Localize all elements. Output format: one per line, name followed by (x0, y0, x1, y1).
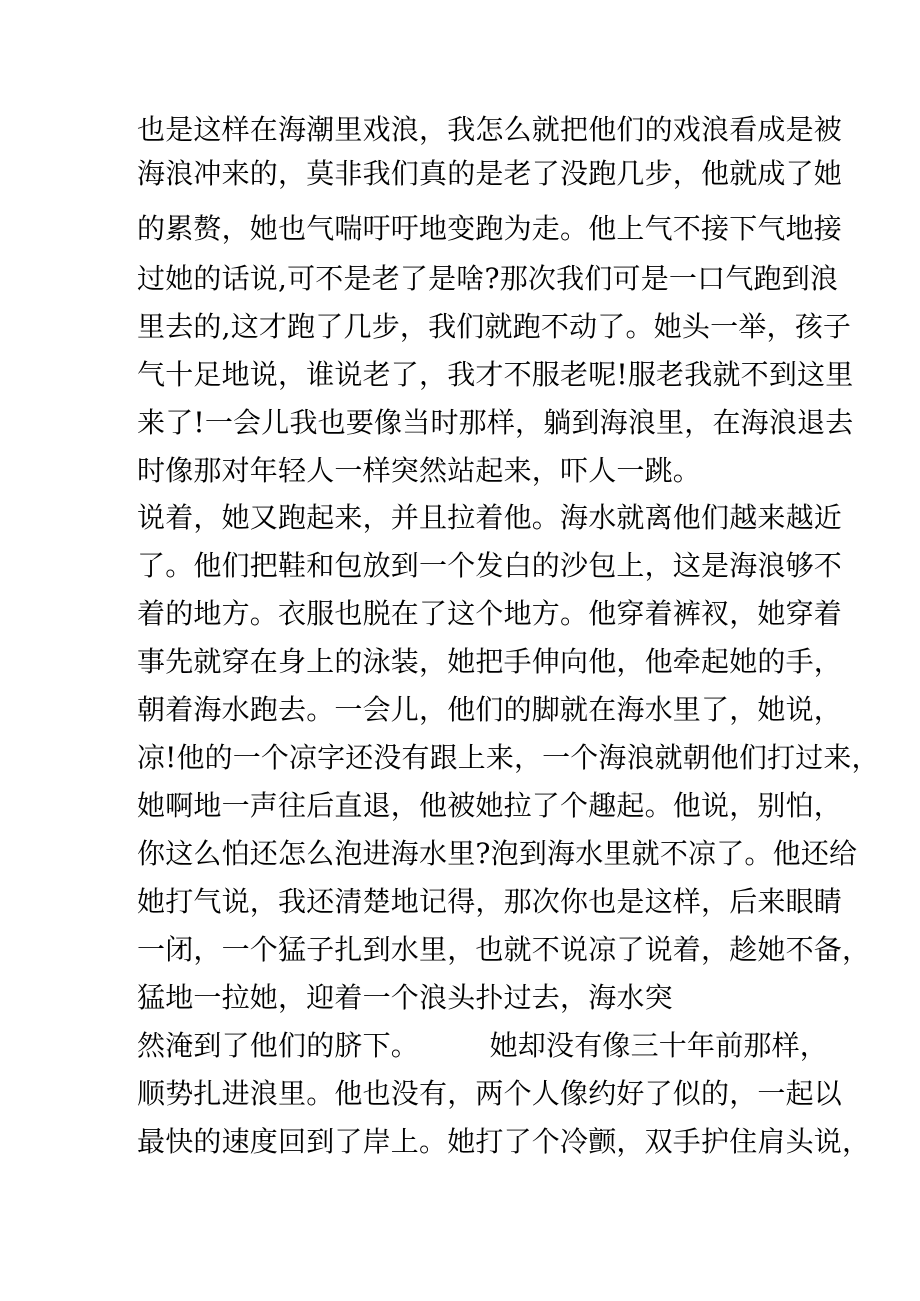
text-line: 然淹到了他们的脐下。 她却没有像三十年前那样， (137, 1029, 829, 1062)
text-line: 朝着海水跑去。一会儿，他们的脚就在海水里了，她说， (137, 693, 843, 726)
text-line: 她打气说，我还清楚地记得，那次你也是这样，后来眼睛 (137, 885, 843, 918)
text-line: 的累赘，她也气喘吁吁地变跑为走。他上气不接下气地接 (137, 212, 843, 245)
text-line: 着的地方。衣服也脱在了这个地方。他穿着裤衩，她穿着 (137, 597, 843, 630)
text-line: 她啊地一声往后直退，他被她拉了个趣起。他说，别怕， (137, 789, 843, 822)
text-line: 你这么怕还怎么泡进海水里?泡到海水里就不凉了。他还给 (137, 837, 858, 870)
text-line: 也是这样在海潮里戏浪，我怎么就把他们的戏浪看成是被 (137, 113, 843, 146)
text-line: 凉!他的一个凉字还没有跟上来，一个海浪就朝他们打过来， (137, 741, 880, 774)
text-line: 最快的速度回到了岸上。她打了个冷颤，双手护住肩头说， (137, 1125, 871, 1158)
text-line: 过她的话说,可不是老了是啥?那次我们可是一口气跑到浪 (137, 262, 839, 295)
text-line: 事先就穿在身上的泳装，她把手伸向他，他牵起她的手， (137, 645, 843, 678)
text-line: 说着，她又跑起来，并且拉着他。海水就离他们越来越近 (137, 501, 843, 534)
text-line: 来了!一会儿我也要像当时那样，躺到海浪里，在海浪退去 (137, 406, 854, 439)
text-line: 顺势扎进浪里。他也没有，两个人像约好了似的，一起以 (137, 1077, 843, 1110)
text-line: 海浪冲来的，莫非我们真的是老了没跑几步，他就成了她 (137, 157, 843, 190)
text-line: 时像那对年轻人一样突然站起来，吓人一跳。 (137, 454, 702, 487)
text-line: 气十足地说，谁说老了，我才不服老呢!服老我就不到这里 (137, 358, 854, 391)
text-line: 里去的,这才跑了几步，我们就跑不动了。她头一举，孩子 (137, 310, 852, 343)
text-line: 一闭，一个猛子扎到水里，也就不说凉了说着，趁她不备， (137, 933, 871, 966)
text-line: 了。他们把鞋和包放到一个发白的沙包上，这是海浪够不 (137, 549, 843, 582)
text-line: 猛地一拉她，迎着一个浪头扑过去，海水突 (137, 981, 673, 1014)
